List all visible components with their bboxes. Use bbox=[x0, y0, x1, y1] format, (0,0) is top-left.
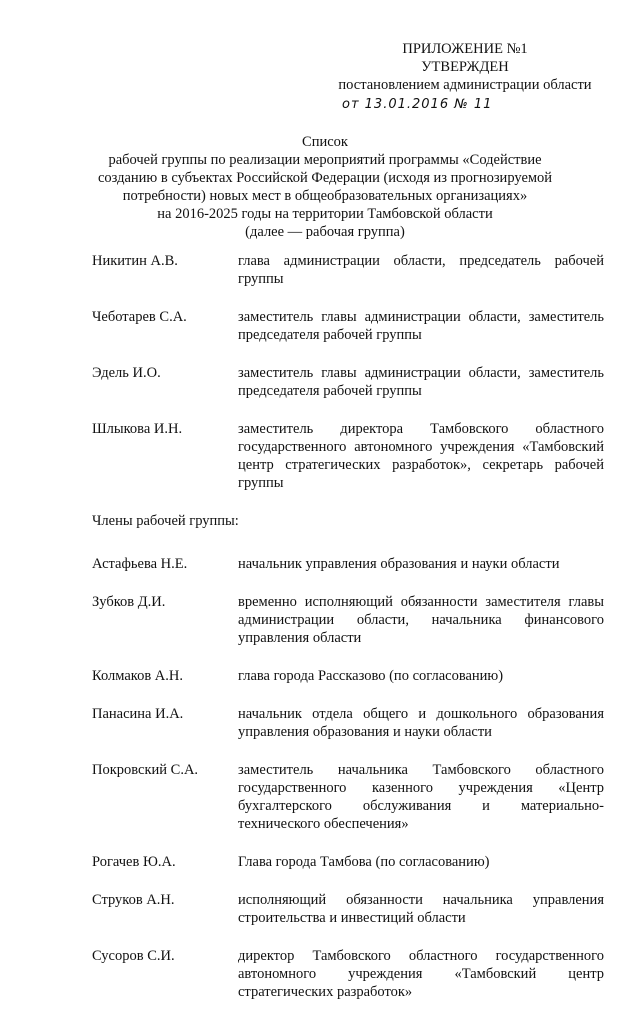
member-name: Никитин А.В. bbox=[92, 253, 178, 269]
approved-label: УТВЕРЖДЕН bbox=[421, 59, 509, 75]
member-role: временно исполняющий обязанности заместителя главы администрации области, начальника финансового управления области bbox=[238, 594, 604, 646]
member-role: заместитель директора Тамбовского областного государственного автономного учреждения «Тамбовский центр стратегических разработок», секретарь рабочей группы bbox=[238, 421, 604, 491]
member-name: Шлыкова И.Н. bbox=[92, 421, 183, 437]
member-name: Эдель И.О. bbox=[92, 365, 161, 381]
member-name: Астафьева Н.Е. bbox=[92, 556, 188, 572]
member-role: исполняющий обязанности начальника управления строительства и инвестиций области bbox=[238, 892, 604, 926]
approved-by: постановлением администрации области bbox=[338, 77, 592, 93]
title-line: созданию в субъектах Российской Федерации (исходя из прогнозируемой bbox=[97, 170, 553, 186]
member-role: директор Тамбовского областного государственного автономного учреждения «Тамбовский центр стратегических разработок» bbox=[238, 948, 604, 1000]
member-name: Панасина И.А. bbox=[92, 706, 184, 722]
member-name: Рогачев Ю.А. bbox=[92, 854, 176, 870]
member-role: начальник отдела общего и дошкольного образования управления образования и науки области bbox=[238, 706, 604, 740]
member-role: глава администрации области, председатель рабочей группы bbox=[238, 253, 604, 287]
approval-stamp bbox=[330, 40, 600, 114]
members-section-label: Члены рабочей группы: bbox=[92, 513, 239, 529]
member-name: Колмаков А.Н. bbox=[92, 668, 183, 684]
list-item bbox=[92, 947, 604, 1001]
title-line: Список bbox=[302, 134, 348, 150]
list-item bbox=[92, 891, 604, 927]
title-line: потребности) новых мест в общеобразовательных организациях» bbox=[122, 188, 528, 204]
document-title bbox=[95, 133, 555, 241]
handwritten-date: от 13.01.2016 № 11 bbox=[342, 97, 493, 112]
appendix-number: ПРИЛОЖЕНИЕ №1 bbox=[402, 41, 528, 57]
member-name: Чеботарев С.А. bbox=[92, 309, 187, 325]
list-item bbox=[92, 761, 604, 833]
title-line: рабочей группы по реализации мероприятий программы «Содействие bbox=[108, 152, 542, 168]
member-role: начальник управления образования и науки области bbox=[238, 556, 560, 572]
list-item bbox=[92, 555, 604, 573]
member-name: Сусоров С.И. bbox=[92, 948, 175, 964]
list-item bbox=[92, 252, 604, 288]
list-item bbox=[92, 667, 604, 685]
member-role: глава города Рассказово (по согласованию) bbox=[238, 668, 504, 684]
list-item bbox=[92, 593, 604, 647]
member-role: заместитель главы администрации области, заместитель председателя рабочей группы bbox=[238, 309, 604, 343]
title-line: на 2016-2025 годы на территории Тамбовской области bbox=[157, 206, 493, 222]
member-name: Зубков Д.И. bbox=[92, 594, 166, 610]
member-role: Глава города Тамбова (по согласованию) bbox=[238, 854, 490, 870]
member-role: заместитель главы администрации области, заместитель председателя рабочей группы bbox=[238, 365, 604, 399]
leadership-list bbox=[92, 252, 604, 1021]
list-item bbox=[92, 853, 604, 871]
member-name: Струков А.Н. bbox=[92, 892, 175, 908]
member-role: заместитель начальника Тамбовского областного государственного казенного учреждения «Центр бухгалтерского обслуживания и материально-технического обеспечения» bbox=[238, 762, 604, 832]
list-item bbox=[92, 364, 604, 400]
list-item bbox=[92, 308, 604, 344]
list-item bbox=[92, 705, 604, 741]
member-name: Покровский С.А. bbox=[92, 762, 199, 778]
list-item bbox=[92, 420, 604, 492]
title-line: (далее — рабочая группа) bbox=[245, 224, 405, 240]
